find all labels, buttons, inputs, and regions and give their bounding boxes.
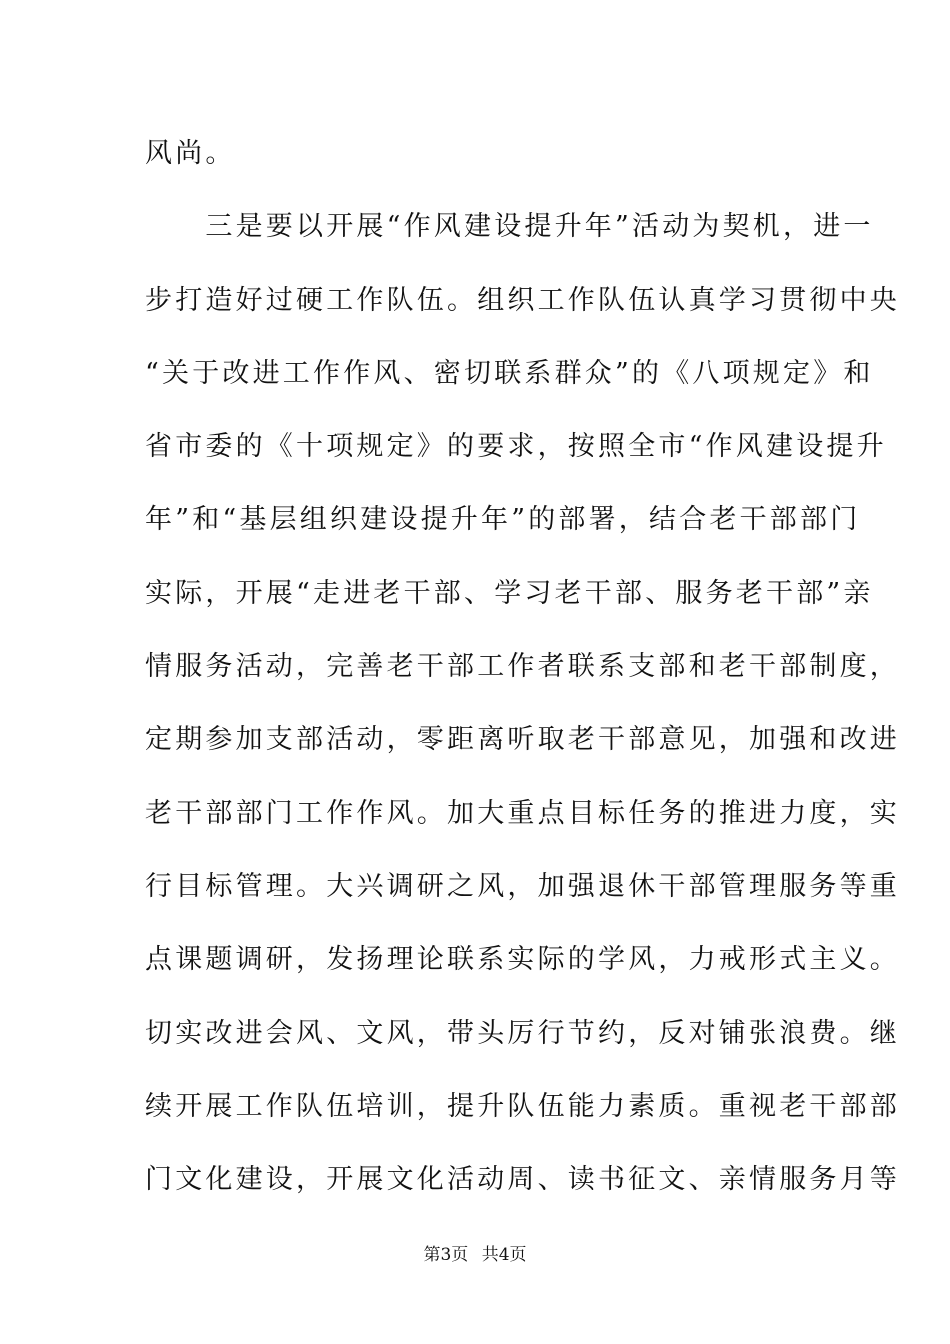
text-line: 老干部部门工作作风。加大重点目标任务的推进力度，实: [145, 797, 900, 829]
page-number: 第3页: [423, 1245, 469, 1265]
text-line: 切实改进会风、文风，带头厉行节约，反对铺张浪费。继: [145, 1017, 900, 1049]
text-line: 行目标管理。大兴调研之风，加强退休干部管理服务等重: [145, 870, 900, 902]
text-line: 实际，开展“走进老干部、学习老干部、服务老干部”亲: [145, 577, 874, 609]
text-line: 续开展工作队伍培训，提升队伍能力素质。重视老干部部: [145, 1090, 900, 1122]
text-line: 步打造好过硬工作队伍。组织工作队伍认真学习贯彻中央: [145, 284, 900, 316]
document-body: [145, 126, 900, 1225]
text-line: “关于改进工作作风、密切联系群众”的《八项规定》和: [145, 357, 874, 389]
text-line: 省市委的《十项规定》的要求，按照全市“作风建设提升: [145, 431, 887, 463]
text-line: 情服务活动，完善老干部工作者联系支部和老干部制度，: [145, 651, 900, 683]
text-line: 门文化建设，开展文化活动周、读书征文、亲情服务月等: [145, 1164, 900, 1196]
text-line: 年”和“基层组织建设提升年”的部署，结合老干部部门: [145, 504, 861, 536]
text-line: 点课题调研，发扬理论联系实际的学风，力戒形式主义。: [145, 944, 900, 976]
page-footer: [0, 1243, 950, 1267]
text-line: 风尚。: [145, 138, 236, 169]
text-line: 三是要以开展“作风建设提升年”活动为契机，进一: [145, 211, 874, 243]
page-total: 共4页: [481, 1245, 527, 1265]
text-line: 定期参加支部活动，零距离听取老干部意见，加强和改进: [145, 724, 900, 756]
